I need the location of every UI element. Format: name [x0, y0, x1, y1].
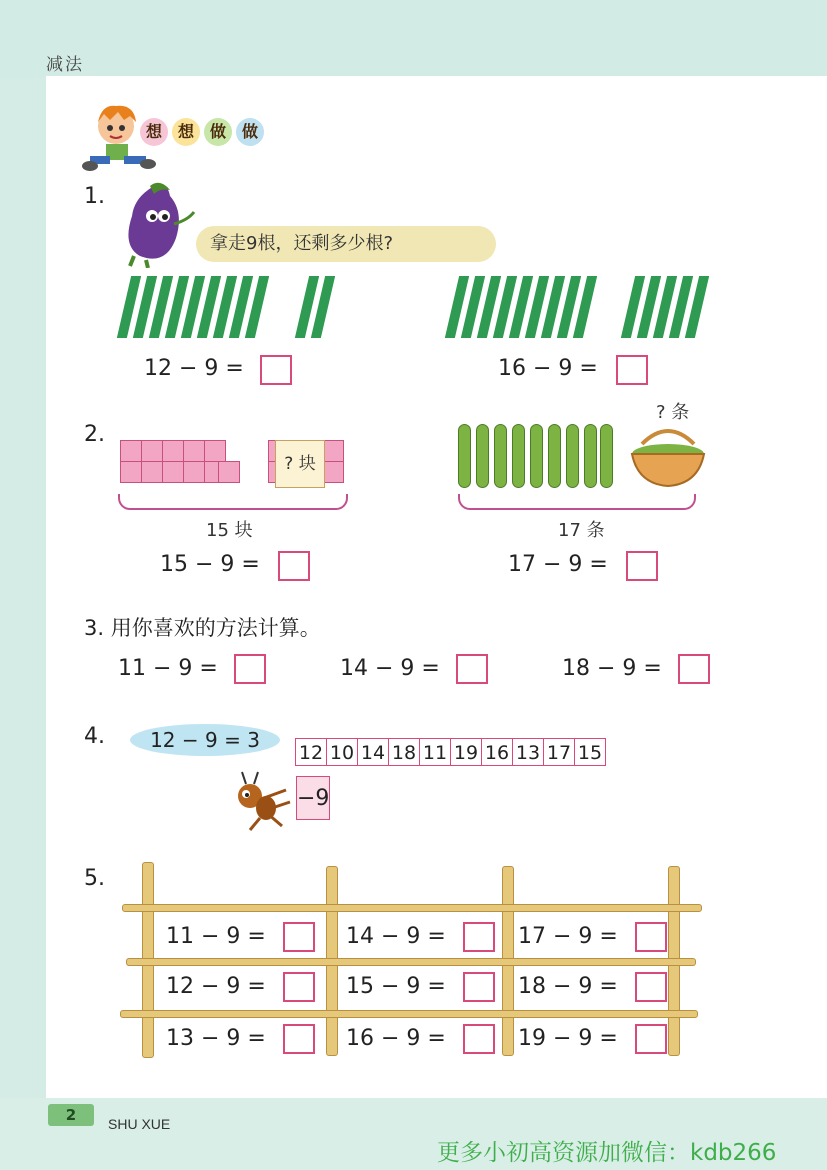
q1-right-equation: 16 − 9 =	[498, 356, 598, 381]
heading-char-1: 想	[140, 118, 168, 146]
question-1-number: 1.	[84, 184, 105, 209]
bean-total-label: 17 条	[558, 520, 605, 541]
sticks-right-group-7	[628, 276, 708, 342]
q3-answer-box-3[interactable]	[678, 654, 710, 684]
q2-right-equation: 17 − 9 =	[508, 552, 608, 577]
q3-answer-box-2[interactable]	[456, 654, 488, 684]
q5-equation: 17 − 9 =	[518, 924, 618, 949]
sticks-left-group-3	[302, 276, 334, 342]
q3-answer-box-1[interactable]	[234, 654, 266, 684]
question-4-number: 4.	[84, 724, 105, 749]
basket-illustration	[628, 424, 708, 488]
heading-char-3: 做	[204, 118, 232, 146]
heading-char-2: 想	[172, 118, 200, 146]
q5-equation: 13 − 9 =	[166, 1026, 266, 1051]
bean-brace	[458, 494, 696, 510]
q5-equation: 11 − 9 =	[166, 924, 266, 949]
question-5-number: 5.	[84, 866, 105, 891]
q5-answer-box[interactable]	[283, 972, 315, 1002]
q2-left-equation: 15 − 9 =	[160, 552, 260, 577]
q5-equation: 15 − 9 =	[346, 974, 446, 999]
q5-answer-box[interactable]	[283, 922, 315, 952]
example-cloud: 12 − 9 = 3	[130, 724, 280, 756]
sticks-right-group-9	[452, 276, 596, 342]
speech-bubble: 拿走9根，还剩多少根?	[196, 226, 496, 262]
q5-equation: 12 − 9 =	[166, 974, 266, 999]
q5-answer-box[interactable]	[283, 1024, 315, 1054]
q5-equation: 16 − 9 =	[346, 1026, 446, 1051]
eggplant-illustration	[114, 176, 204, 268]
q5-equation: 14 − 9 =	[346, 924, 446, 949]
q5-equation: 18 − 9 =	[518, 974, 618, 999]
q1-left-answer-box[interactable]	[260, 355, 292, 385]
q3-equation-2: 14 − 9 =	[340, 656, 440, 681]
number-cell: 16	[481, 738, 513, 766]
q3-equation-3: 18 − 9 =	[562, 656, 662, 681]
q5-answer-box[interactable]	[635, 922, 667, 952]
bean-question-label: ? 条	[656, 402, 690, 423]
block-total-label: 15 块	[206, 520, 253, 541]
q5-answer-box[interactable]	[463, 1024, 495, 1054]
q2-right-answer-box[interactable]	[626, 551, 658, 581]
subject-label: SHU XUE	[108, 1116, 171, 1132]
number-cell: 11	[419, 738, 451, 766]
q5-equation: 19 − 9 =	[518, 1026, 618, 1051]
page-header-band	[0, 0, 827, 78]
number-cell: 19	[450, 738, 482, 766]
block-brace	[118, 494, 348, 510]
question-3-text: 3. 用你喜欢的方法计算。	[84, 616, 321, 640]
number-cell: 17	[543, 738, 575, 766]
number-cell: 18	[388, 738, 420, 766]
number-cell: 12	[295, 738, 327, 766]
watermark-text: 更多小初高资源加微信：kdb266	[437, 1140, 777, 1166]
q3-equation-1: 11 − 9 =	[118, 656, 218, 681]
block-question-label: ? 块	[275, 440, 325, 488]
q1-left-equation: 12 − 9 =	[144, 356, 244, 381]
sticks-left-group-9	[124, 276, 268, 342]
question-2-number: 2.	[84, 422, 105, 447]
q5-answer-box[interactable]	[635, 972, 667, 1002]
q1-right-answer-box[interactable]	[616, 355, 648, 385]
number-cell: 14	[357, 738, 389, 766]
q5-answer-box[interactable]	[635, 1024, 667, 1054]
ant-illustration	[224, 768, 296, 834]
q2-left-answer-box[interactable]	[278, 551, 310, 581]
page-number: 2	[48, 1104, 94, 1126]
number-cell: 15	[574, 738, 606, 766]
number-strip	[296, 738, 606, 766]
heading-char-4: 做	[236, 118, 264, 146]
q5-answer-box[interactable]	[463, 922, 495, 952]
number-cell: 13	[512, 738, 544, 766]
minus-nine-machine: −9	[296, 776, 330, 820]
number-cell: 10	[326, 738, 358, 766]
q5-answer-box[interactable]	[463, 972, 495, 1002]
chapter-title: 减法	[46, 55, 84, 75]
